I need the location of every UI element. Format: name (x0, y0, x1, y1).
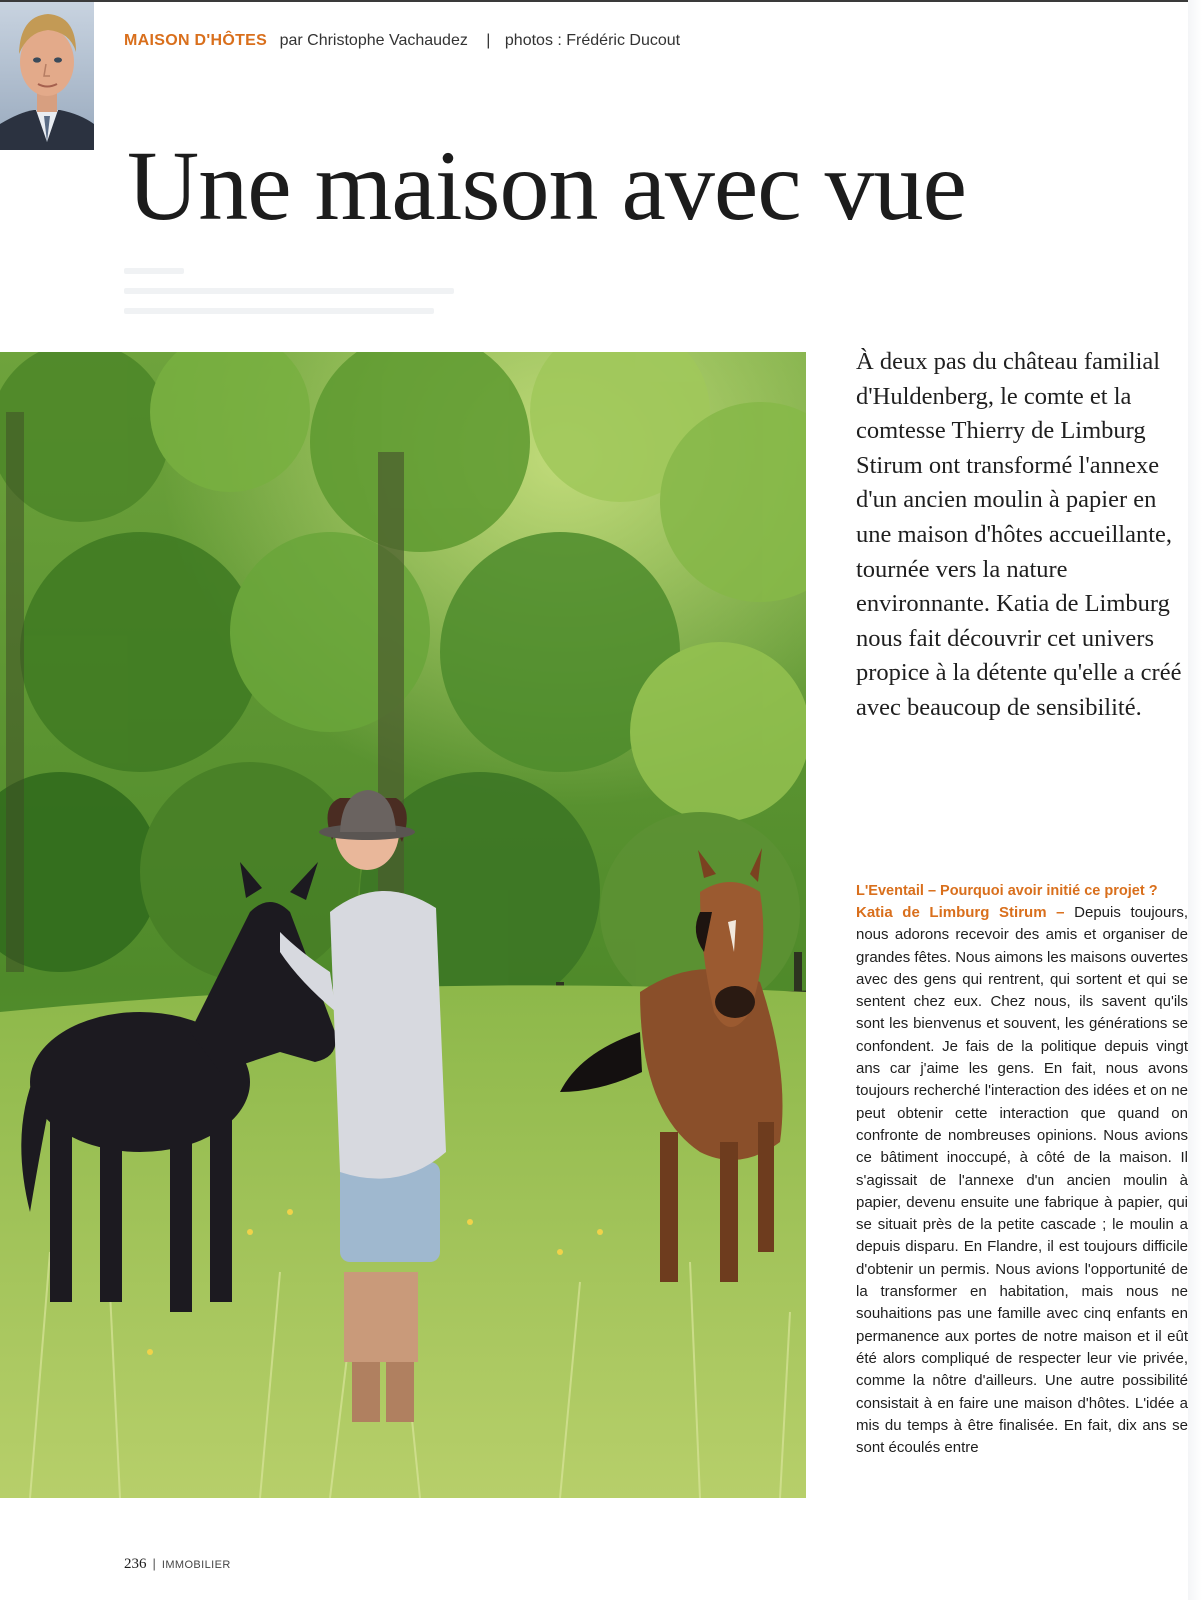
hero-photo (0, 352, 806, 1498)
hero-photo-illustration (0, 352, 806, 1498)
author-credit: par Christophe Vachaudez (279, 32, 468, 49)
show-through-text (124, 268, 454, 348)
interview-question: L'Eventail – Pourquoi avoir initié ce projet ? (856, 883, 1158, 899)
page-number: 236 (124, 1556, 147, 1572)
byline (124, 32, 680, 50)
footer-separator: | (152, 1556, 156, 1571)
interview-answer-text: Depuis toujours, nous adorons recevoir des amis et organiser de grandes fêtes. Nous aimons les maisons ouvertes avec des gens qui rentrent, qui sortent et qui se sentent chez eux. Chez nous, ils savent qu'ils sont les bienvenus et souvent, les générations se confondent. Je fais de la politique depuis vingt ans car j'aime les gens. En fait, nous avons toujours recherché l'interaction des idées et on ne peut obtenir cette interaction que quand on confronte de nombreuses opinions. Nous avions ce bâtiment inoccupé, à côté de la maison. Il s'agissait de l'annexe d'un ancien moulin à papier, devenu ensuite une fabrique à papier, qui se situait près de la petite cascade ; le moulin a depuis disparu. En Flandre, il est toujours difficile d'obtenir un permis. Nous avions l'opportunité de la transformer en habitation, mais nous ne souhaitions pas une famille avec cinq enfants en permanence aux portes de notre maison et il eût été alors compliqué de respecter leur vie privée, comme la nôtre d'ailleurs. Une autre possibilité consistait à en faire une maison d'hôtes. L'idée a mis du temps à être finalisée. En fait, dix ans se sont écoulés entre (856, 904, 1189, 1457)
top-rule (0, 0, 1202, 2)
interview-speaker: Katia de Limburg Stirum – (856, 904, 1065, 921)
page-footer (124, 1556, 231, 1573)
author-portrait (0, 2, 94, 150)
article-intro: À deux pas du château familial d'Huldenberg, le comte et la comtesse Thierry de Limburg Stirum ont transformé l'annexe d'un ancien moulin à papier en une maison d'hôtes accueillante, tournée vers la nature environnante. Katia de Limburg nous fait découvrir cet univers propice à la détente qu'elle a créé avec beaucoup de sensibilité. (856, 348, 1182, 721)
interview-block (856, 880, 1188, 1459)
footer-section: IMMOBILIER (161, 1559, 231, 1571)
page-gutter-shade (1188, 0, 1202, 1600)
interview-answer (856, 902, 1188, 1459)
byline-separator: | (486, 32, 491, 49)
rubric-label: MAISON D'HÔTES (124, 32, 268, 49)
article-title: Une maison avec vue (127, 130, 967, 241)
author-portrait-illustration (0, 2, 94, 150)
photo-credit: photos : Frédéric Ducout (504, 32, 681, 49)
